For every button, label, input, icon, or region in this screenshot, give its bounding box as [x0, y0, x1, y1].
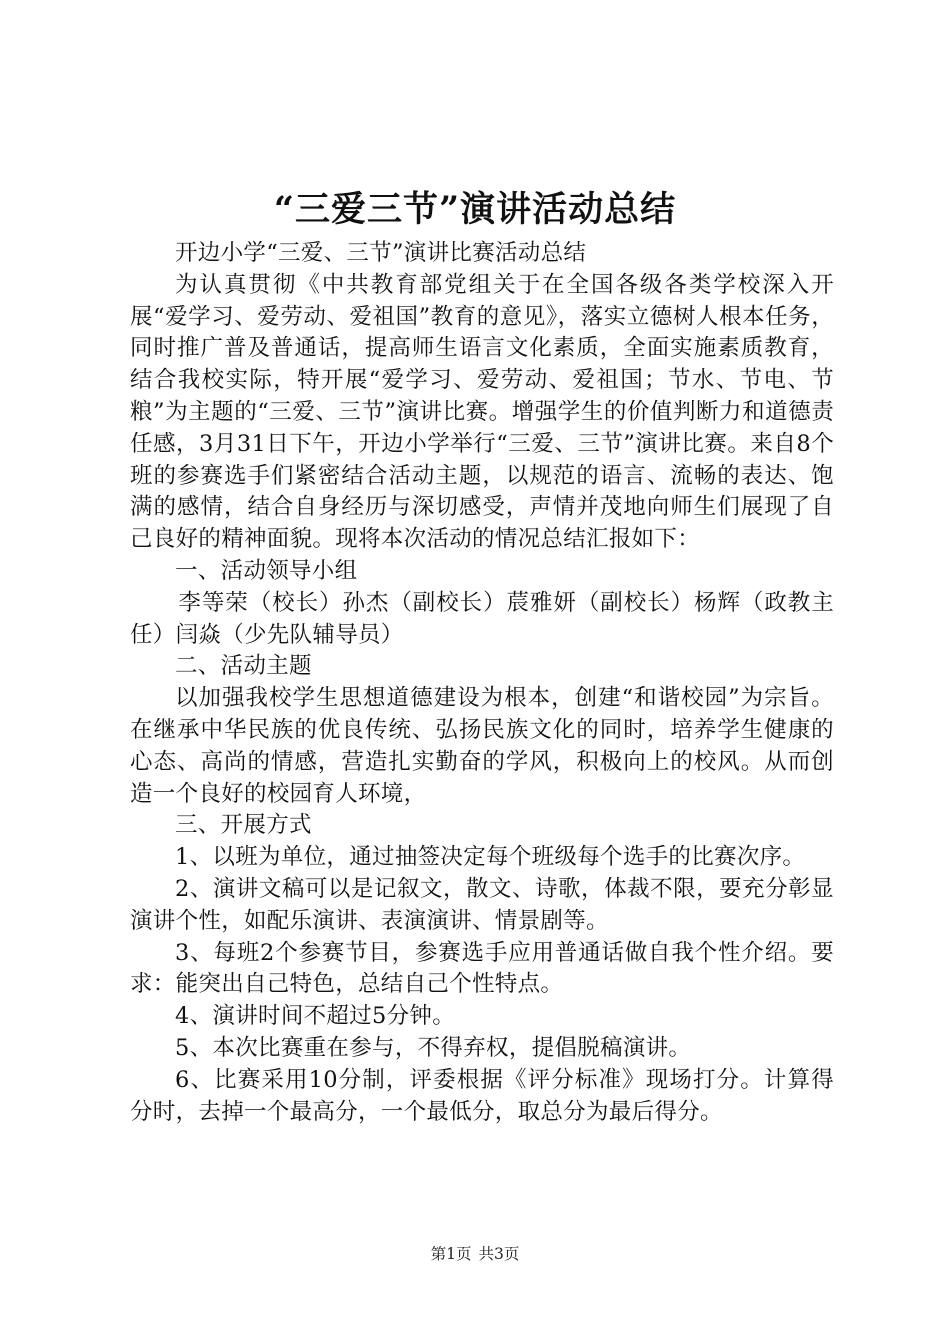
method-item-3: 3、每班2个参赛节目，参赛选手应用普通话做自我个性介绍。要求：能突出自己特色，总结自己个性特点。 — [130, 939, 834, 998]
section-heading-leadership: 一、活动领导小组 — [175, 557, 358, 584]
page-total: 共3页 — [478, 1245, 520, 1263]
method-item-4: 4、演讲时间不超过5分钟。 — [175, 1003, 456, 1030]
section-heading-method: 三、开展方式 — [175, 812, 312, 839]
section-heading-theme: 二、活动主题 — [175, 653, 312, 680]
document-body — [130, 238, 834, 1128]
method-item-2: 2、演讲文稿可以是记叙文，散文、诗歌，体裁不限，要充分彰显演讲个性，如配乐演讲、表演演讲、情景剧等。 — [130, 875, 834, 934]
page-number: 第1页 — [430, 1245, 472, 1263]
page-footer — [0, 1243, 950, 1265]
method-item-6: 6、比赛采用10分制，评委根据《评分标准》现场打分。计算得分时，去掉一个最高分，一个最低分，取总分为最后得分。 — [130, 1066, 834, 1125]
leadership-members-paragraph: 李等荣（校长）孙杰（副校长）莀雅妍（副校长）杨辉（政教主任）闫焱（少先队辅导员） — [130, 589, 834, 648]
method-item-1: 1、以班为单位，通过抽签决定每个班级每个选手的比赛次序。 — [175, 844, 806, 871]
method-item-5: 5、本次比赛重在参与，不得弃权，提倡脱稿演讲。 — [175, 1034, 692, 1061]
document-title: “三爱三节”演讲活动总结 — [273, 189, 677, 230]
subtitle-paragraph: 开边小学“三爱、三节”演讲比赛活动总结 — [175, 240, 587, 266]
theme-paragraph: 以加强我校学生思想道德建设为根本，创建“和谐校园”为宗旨。在继承中华民族的优良传统、弘扬民族文化的同时，培养学生健康的心态、高尚的情感，营造扎实勤奋的学风，积极向上的校风。从而创造一个良好的校园育人环境， — [130, 685, 834, 807]
intro-paragraph: 为认真贯彻《中共教育部党组关于在全国各级各类学校深入开展“爱学习、爱劳动、爱祖国”教育的意见》，落实立德树人根本任务，同时推广普及普通话，提高师生语言文化素质，全面实施素质教育，结合我校实际，特开展“爱学习、爱劳动、爱祖国；节水、节电、节粮”为主题的“三爱、三节”演讲比赛。增强学生的价值判断力和道德责任感，3月31日下午，开边小学举行“三爱、三节”演讲比赛。来自8个班的参赛选手们紧密结合活动主题，以规范的语言、流畅的表达、饱满的感情，结合自身经历与深切感受，声情并茂地向师生们展现了自己良好的精神面貌。现将本次活动的情况总结汇报如下： — [130, 271, 834, 553]
